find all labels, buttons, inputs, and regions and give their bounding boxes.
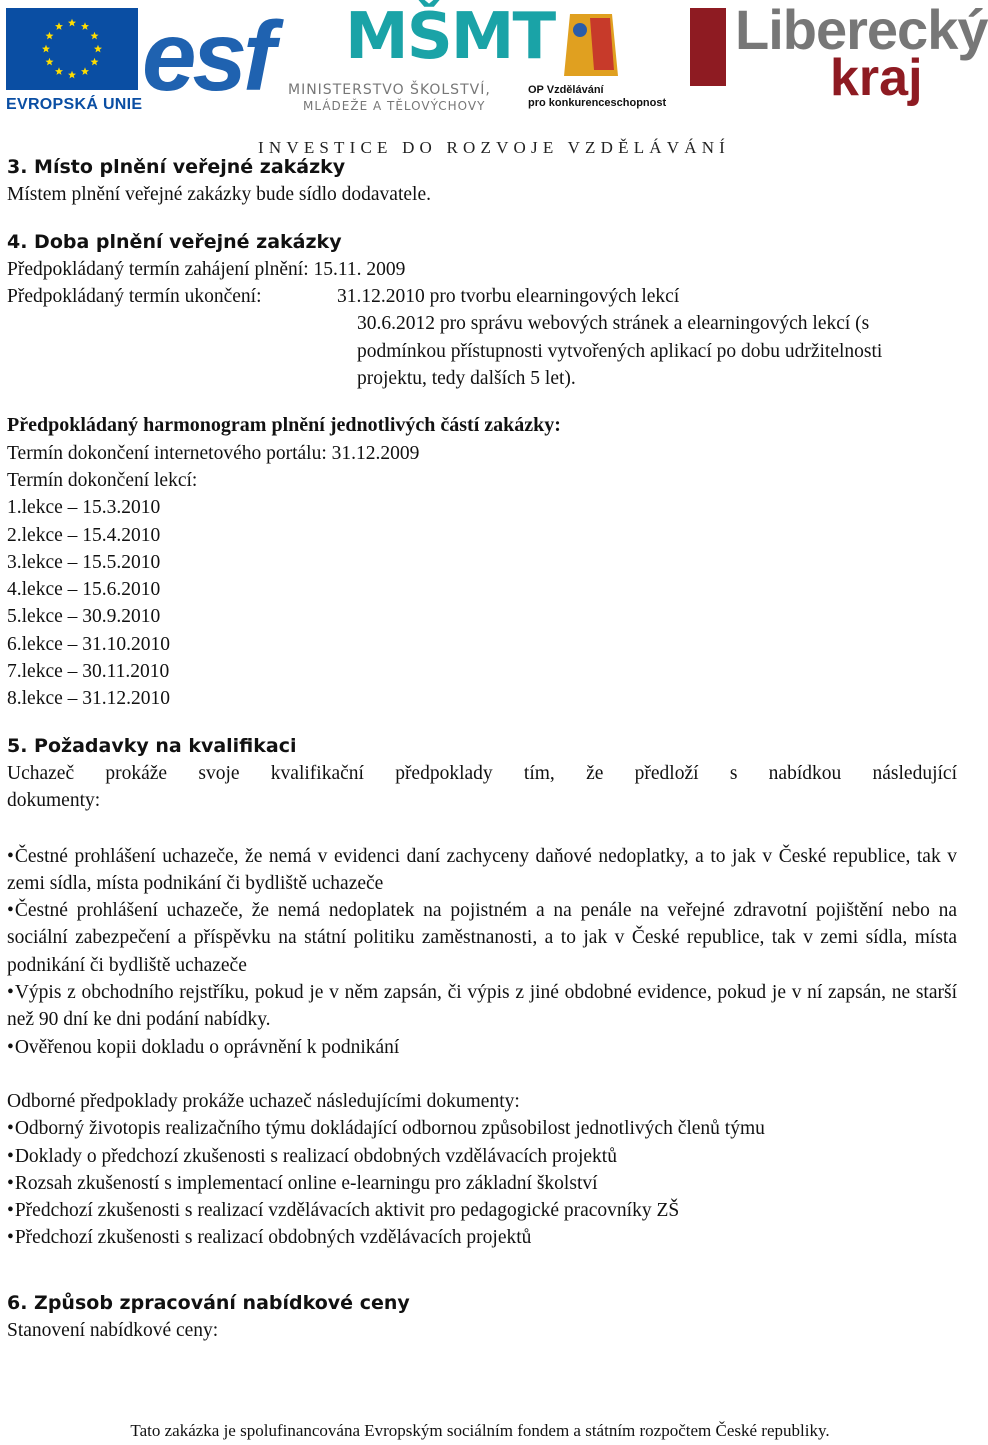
op-badge-icon	[560, 10, 622, 80]
end-date-2: 30.6.2012 pro správu webových stránek a elearningových lekcí (s podmínkou přístupnosti vytvořených aplikací po dobu udržitelnosti projektu, tedy dalších 5 let).	[357, 313, 883, 390]
liberecky-kraj-subtitle: kraj	[830, 49, 923, 107]
prof-bullet-item: • Rozsah zkušeností s implementací online e-learningu pro základní školství	[7, 1170, 957, 1197]
liberecky-kraj-title: Liberecký	[735, 0, 988, 61]
op-line2: pro konkurenceschopnost	[528, 97, 667, 109]
tagline: INVESTICE DO ROZVOJE VZDĚLÁVÁNÍ	[258, 138, 731, 157]
bullet-item: • Výpis z obchodního rejstříku, pokud je v něm zapsán, či výpis z jiné obdobné evidence, pokud je v ní zapsán, ne starší než 90 dní ke dni podání nabídky.	[7, 979, 957, 1034]
star-icon	[42, 45, 50, 53]
star-icon	[81, 67, 89, 75]
spacer	[7, 209, 957, 229]
star-icon	[91, 32, 99, 40]
prof-bullet-item: • Doklady o předchozí zkušenosti s realizací obdobných vzdělávacích projektů	[7, 1143, 957, 1170]
lesson-item: 4.lekce – 15.6.2010	[7, 579, 161, 601]
prof-bullet-item: • Odborný životopis realizačního týmu dokládající odbornou způsobilost jednotlivých členů týmu	[7, 1115, 957, 1142]
spacer	[7, 1252, 957, 1290]
eu-flag-logo	[6, 8, 138, 90]
section3-heading: 3. Místo plnění veřejné zakázky	[7, 156, 346, 178]
document-body	[7, 154, 957, 1344]
star-icon	[68, 19, 76, 27]
eu-caption: EVROPSKÁ UNIE	[6, 96, 143, 113]
lesson-item: 5.lekce – 30.9.2010	[7, 606, 161, 628]
star-icon	[91, 58, 99, 66]
spacer	[7, 1061, 957, 1088]
section3-text: Místem plnění veřejné zakázky bude sídlo dodavatele.	[7, 184, 431, 206]
star-icon	[55, 22, 63, 30]
op-caption	[528, 84, 666, 110]
spacer	[7, 392, 957, 412]
lesson-item: 8.lekce – 31.12.2010	[7, 688, 171, 710]
section5-intro-line1: Uchazeč prokáže svoje kvalifikační předpoklady tím, že předloží s nabídkou následující	[7, 762, 957, 784]
section6-text: Stanovení nabídkové ceny:	[7, 1319, 219, 1341]
msmt-name-line1: MINISTERSTVO ŠKOLSTVÍ,	[288, 82, 491, 98]
end-date-label: Předpokládaný termín ukončení:	[7, 286, 262, 308]
prof-bullet-item: • Předchozí zkušenosti s realizací obdobných vzdělávacích projektů	[7, 1224, 957, 1251]
msmt-name-line2: MLÁDEŽE A TĚLOVÝCHOVY	[303, 99, 486, 113]
lesson-item: 3.lekce – 15.5.2010	[7, 551, 161, 573]
star-icon	[55, 67, 63, 75]
spacer	[7, 815, 957, 843]
bullet-item: • Ověřenou kopii dokladu o oprávnění k podnikání	[7, 1034, 957, 1061]
eu-stars-icon	[6, 8, 138, 90]
section5-heading: 5. Požadavky na kvalifikaci	[7, 734, 297, 757]
esf-logo: esf	[142, 1, 272, 111]
lessons-label: Termín dokončení lekcí:	[7, 469, 198, 491]
section4-heading: 4. Doba plnění veřejné zakázky	[7, 230, 342, 253]
start-date: Předpokládaný termín zahájení plnění: 15.11. 2009	[7, 258, 406, 280]
section6-heading: 6. Způsob zpracování nabídkové ceny	[7, 1291, 410, 1314]
prof-bullet-item: • Předchozí zkušenosti s realizací vzdělávacích aktivit pro pedagogické pracovníky ZŠ	[7, 1197, 957, 1224]
msmt-logo: MŠMT	[345, 0, 555, 74]
op-line1: OP Vzdělávání	[528, 84, 604, 96]
bullet-item: • Čestné prohlášení uchazeče, že nemá v evidenci daní zachyceny daňové nedoplatky, a to jak v České republice, tak v zemi sídla, místa podnikání či bydliště uchazeče	[7, 843, 957, 898]
lesson-item: 6.lekce – 31.10.2010	[7, 633, 171, 655]
star-icon	[68, 71, 76, 79]
lesson-item: 2.lekce – 15.4.2010	[7, 524, 161, 546]
star-icon	[81, 22, 89, 30]
header-logos	[0, 0, 988, 157]
schedule-heading: Předpokládaný harmonogram plnění jednotlivých částí zakázky:	[7, 414, 561, 437]
star-icon	[94, 45, 102, 53]
star-icon	[46, 58, 54, 66]
portal-deadline: Termín dokončení internetového portálu: 31.12.2009	[7, 442, 420, 464]
section5-intro-line2: dokumenty:	[7, 790, 101, 812]
liberecky-kraj-emblem	[690, 8, 726, 86]
end-date-1: 31.12.2010 pro tvorbu elearningových lekcí	[337, 286, 680, 308]
lesson-item: 7.lekce – 30.11.2010	[7, 661, 170, 683]
end-date-row	[7, 283, 957, 310]
star-icon	[46, 32, 54, 40]
bullet-item: • Čestné prohlášení uchazeče, že nemá nedoplatek na pojistném a na penále na veřejné zdravotní pojištění nebo na sociální zabezpečení a příspěvku na státní politiku zaměstnanosti, a to jak v České republice, tak v zemi sídla, místa podnikání či bydliště uchazeče	[7, 897, 957, 979]
spacer	[7, 713, 957, 733]
prof-intro: Odborné předpoklady prokáže uchazeč následujícími dokumenty:	[7, 1090, 520, 1112]
footer-note: Tato zakázka je spolufinancována Evropským sociálním fondem a státním rozpočtem České republiky.	[130, 1421, 830, 1440]
lesson-item: 1.lekce – 15.3.2010	[7, 497, 161, 519]
